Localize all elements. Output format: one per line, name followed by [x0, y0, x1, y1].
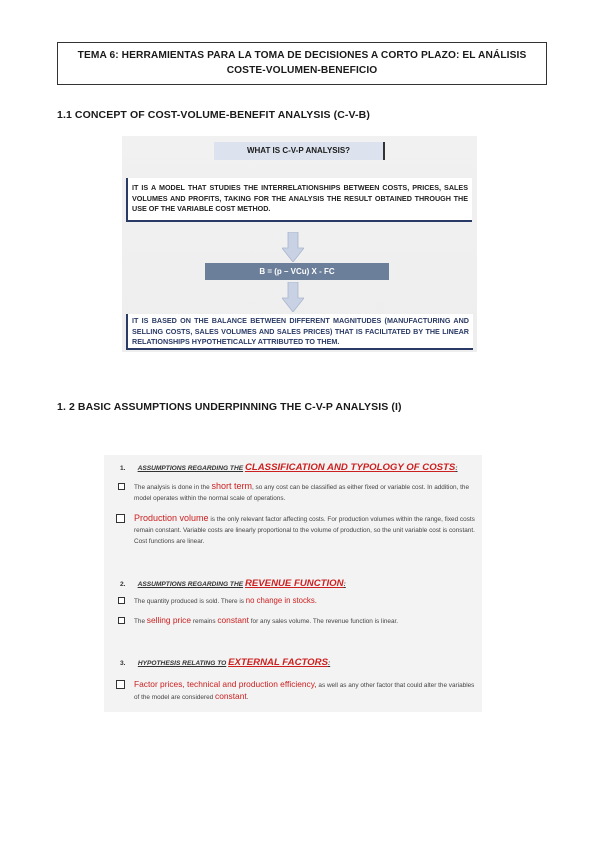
item-text: The analysis is done in the	[134, 484, 210, 491]
group-colon: :	[455, 465, 458, 472]
group-lead: ASSUMPTIONS REGARDING THE	[137, 581, 244, 588]
item-text: The quantity produced is sold. There is	[134, 598, 245, 605]
assumption-item	[116, 481, 476, 504]
formula-bar: B = (p – VCu) X - FC	[205, 263, 389, 280]
assumption-item	[116, 595, 476, 607]
cvp-concept-diagram	[122, 136, 477, 352]
group-colon: :	[343, 581, 346, 588]
item-highlight: Factor prices, technical and production efficiency,	[134, 679, 317, 689]
basis-box: IT IS BASED ON THE BALANCE BETWEEN DIFFERENT MAGNITUDES (MANUFACTURING AND SELLING COSTS, SALES VOLUMES AND SALES PRICES) THAT IS FACILITATED BY THE LINEAR RELATIONSHIPS HYPOTHETICALLY ATTRIBUTED TO THEM.	[126, 314, 473, 350]
item-highlight: constant	[217, 615, 249, 625]
document-title-line2: COSTE-VOLUMEN-BENEFICIO	[226, 65, 378, 76]
group-emphasis: EXTERNAL FACTORS	[228, 657, 328, 668]
definition-box: IT IS A MODEL THAT STUDIES THE INTERRELATIONSHIPS BETWEEN COSTS, PRICES, SALES VOLUMES AND PROFITS, TAKING FOR THE ANALYSIS THE RESULT OBTAINED THROUGH THE USE OF THE VARIABLE COST METHOD.	[126, 178, 472, 222]
item-text: as well as any other factor that could alter the variables of the model are considered	[134, 682, 475, 701]
question-box: WHAT IS C-V-P ANALYSIS?	[214, 142, 385, 160]
checkbox-bullet-icon	[118, 597, 125, 604]
item-text: is the only relevant factor affecting costs. For production volumes within the range, fixed costs remain constant. Variable costs are linearly proportional to the volume of production, so the unit variable cost is constant. Cost functions are linear.	[134, 516, 475, 545]
checkbox-bullet-icon	[118, 483, 125, 490]
assumption-item	[116, 615, 476, 627]
assumption-item	[116, 513, 476, 547]
group-lead: ASSUMPTIONS REGARDING THE	[137, 465, 244, 472]
document-title	[57, 42, 547, 85]
assumption-group3-heading	[120, 657, 330, 668]
item-text: .	[246, 694, 249, 701]
section1-heading: 1.1 CONCEPT OF COST-VOLUME-BENEFIT ANALYSIS (C-V-B)	[57, 109, 370, 121]
item-highlight: Production volume	[134, 513, 209, 523]
item-text: for any sales volume. The revenue function is linear.	[250, 618, 399, 625]
down-arrow-icon	[282, 282, 304, 312]
assumption-group1-heading	[120, 462, 458, 473]
down-arrow-icon	[282, 232, 304, 262]
item-text: The	[134, 618, 146, 625]
item-text: , so any cost can be classified as either fixed or variable cost. In addition, the model operates within the normal scale of operations.	[134, 484, 470, 502]
item-highlight: selling price	[146, 615, 192, 625]
group-emphasis: REVENUE FUNCTION	[244, 578, 344, 589]
item-text: remains	[192, 618, 216, 625]
item-highlight: constant	[215, 691, 247, 701]
item-highlight: no change in stocks.	[245, 596, 317, 605]
checkbox-bullet-icon	[118, 617, 125, 624]
assumptions-panel	[104, 455, 482, 712]
document-title-line1: TEMA 6: HERRAMIENTAS PARA LA TOMA DE DECISIONES A CORTO PLAZO: EL ANÁLISIS	[77, 50, 527, 61]
group-number: 2.	[120, 581, 126, 588]
group-emphasis: CLASSIFICATION AND TYPOLOGY OF COSTS	[244, 462, 456, 473]
group-number: 3.	[120, 660, 126, 667]
item-highlight: short term	[211, 481, 252, 491]
group-colon: :	[327, 660, 331, 667]
assumption-group2-heading	[120, 578, 346, 589]
group-lead: HYPOTHESIS RELATING TO	[137, 660, 227, 667]
checkbox-bullet-icon	[116, 680, 125, 689]
checkbox-bullet-icon	[116, 514, 125, 523]
section2-heading: 1. 2 BASIC ASSUMPTIONS UNDERPINNING THE C-V-P ANALYSIS (I)	[57, 401, 402, 413]
assumption-item	[116, 679, 476, 703]
group-number: 1.	[120, 465, 126, 472]
